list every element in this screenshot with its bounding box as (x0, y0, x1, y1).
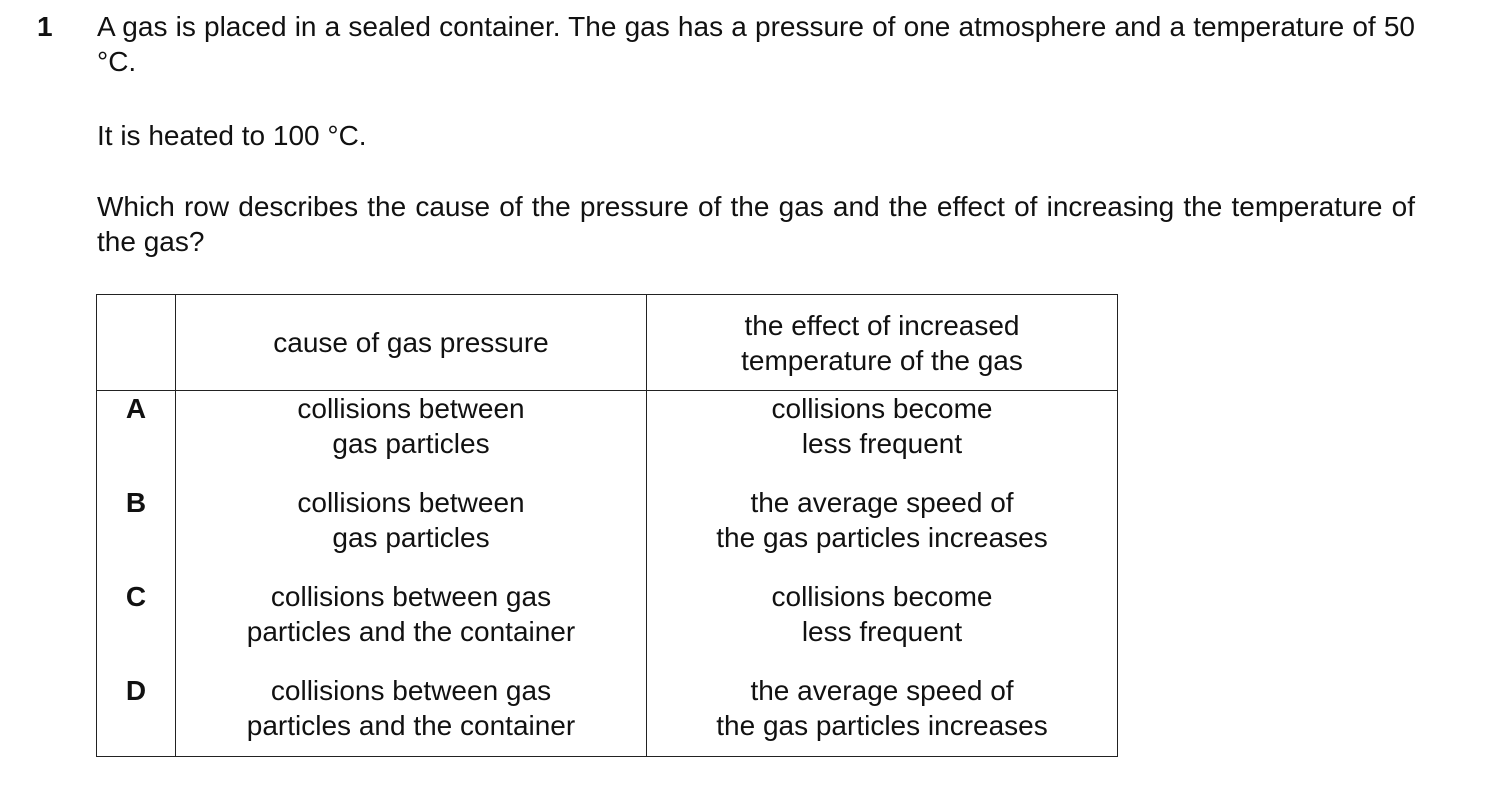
option-letter-b: B (97, 485, 176, 579)
option-b-effect-line2: the gas particles increases (716, 521, 1048, 553)
option-d-effect (647, 673, 1118, 757)
option-a-effect-line1: collisions become (771, 393, 993, 424)
option-c-cause-line2: particles and the container (246, 615, 576, 647)
option-c-cause (176, 579, 647, 673)
option-d-cause (176, 673, 647, 757)
header-effect-line2: temperature of the gas (741, 344, 1023, 376)
option-b-effect (647, 485, 1118, 579)
table-row-c[interactable] (97, 579, 1118, 673)
option-a-cause-line1: collisions between (297, 393, 525, 424)
header-effect (647, 295, 1118, 391)
option-letter-a: A (97, 391, 176, 485)
option-c-effect-line2: less frequent (801, 615, 963, 647)
question-prompt: Which row describes the cause of the pressure of the gas and the effect of increasing the temperature of the gas? (97, 191, 1415, 257)
question-stem-context: A gas is placed in a sealed container. The gas has a pressure of one atmosphere and a temperature of 50 °C. (97, 11, 1415, 77)
option-a-cause-line2: gas particles (332, 428, 490, 459)
option-b-cause-line1: collisions between (297, 486, 525, 518)
option-c-effect (647, 579, 1118, 673)
header-cause-label: cause of gas pressure (273, 327, 549, 358)
option-a-effect (647, 391, 1118, 485)
option-d-cause-line2: particles and the container (246, 709, 576, 741)
header-cause (176, 295, 647, 391)
options-table (96, 294, 1118, 757)
question-stem-heating: It is heated to 100 °C. (97, 120, 367, 151)
table-row-a[interactable] (97, 391, 1118, 485)
option-a-effect-line2: less frequent (801, 428, 963, 459)
option-d-effect-line2: the gas particles increases (716, 709, 1048, 741)
table-row-d[interactable] (97, 673, 1118, 757)
option-d-cause-line1: collisions between gas (270, 674, 552, 706)
header-blank-cell (97, 295, 176, 391)
header-effect-line1: the effect of increased (744, 309, 1020, 341)
option-d-effect-line1: the average speed of (750, 674, 1014, 706)
option-b-effect-line1: the average speed of (750, 486, 1014, 518)
option-b-cause-line2: gas particles (332, 521, 490, 553)
question-number: 1 (37, 11, 53, 42)
option-c-cause-line1: collisions between gas (270, 580, 552, 612)
option-c-effect-line1: collisions become (771, 580, 993, 612)
table-header-row (97, 295, 1118, 391)
table-row-b[interactable] (97, 485, 1118, 579)
option-a-cause (176, 391, 647, 485)
option-letter-d: D (97, 673, 176, 757)
option-letter-c: C (97, 579, 176, 673)
option-b-cause (176, 485, 647, 579)
